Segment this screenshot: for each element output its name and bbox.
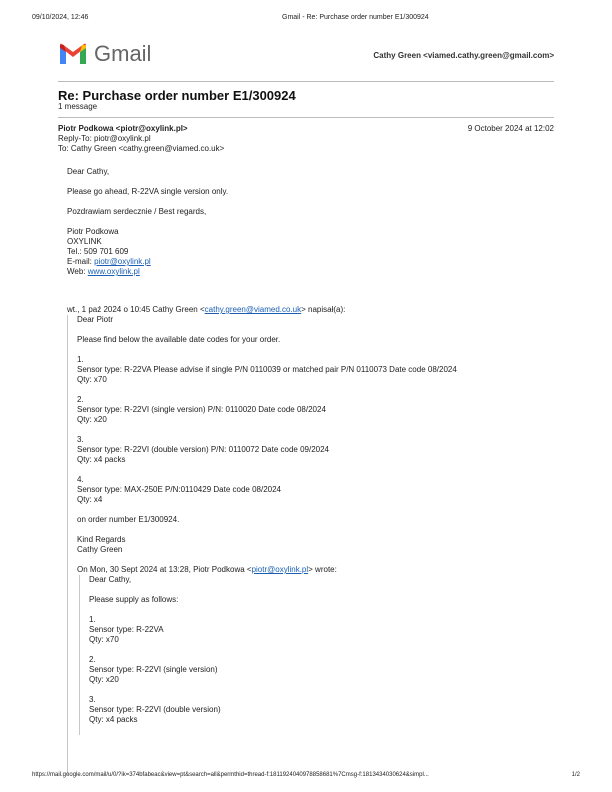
quote1-intro xyxy=(67,305,567,315)
message-body xyxy=(67,167,547,277)
quote2-item-sensor: Sensor type: R-22VI (double version) xyxy=(89,705,221,714)
quote1-item-num: 1. xyxy=(77,355,84,364)
header-divider xyxy=(58,81,554,82)
signature-email-line xyxy=(67,257,547,267)
quote2-intro xyxy=(77,565,577,575)
quote1-item-qty: Qty: x20 xyxy=(77,415,107,424)
quote2-line1: Please supply as follows: xyxy=(89,595,179,604)
signature-web-line xyxy=(67,267,547,277)
signature-email-link[interactable]: piotr@oxylink.pl xyxy=(94,257,151,266)
signature-web-link[interactable]: www.oxylink.pl xyxy=(87,267,140,276)
quote1-greeting: Dear Piotr xyxy=(77,315,114,324)
signature-name: Piotr Podkowa xyxy=(67,227,119,236)
message-from: Piotr Podkowa <piotr@oxylink.pl> xyxy=(58,124,188,133)
signature-email-label: E-mail: xyxy=(67,257,95,266)
quote1-item-sensor: Sensor type: R-22VA Please advise if single P/N 0110039 or matched pair P/N 0110073 Date code 08/2024 xyxy=(77,365,457,374)
page-number: 1/2 xyxy=(571,772,580,778)
account-email: Cathy Green <viamed.cathy.green@gmail.com> xyxy=(373,51,554,60)
signature-tel: Tel.: 509 701 609 xyxy=(67,247,129,256)
quote1-intro-post: > napisał(a): xyxy=(301,305,346,314)
message-reply-to: Reply-To: piotr@oxylink.pl xyxy=(58,134,151,143)
quote1-item-qty: Qty: x4 xyxy=(77,495,103,504)
quote1-item-qty: Qty: x70 xyxy=(77,375,107,384)
message-count: 1 message xyxy=(58,102,98,111)
quote2-item-num: 3. xyxy=(89,695,96,704)
body-greeting: Dear Cathy, xyxy=(67,167,110,176)
signature-company: OXYLINK xyxy=(67,237,102,246)
quote1-line1: Please find below the available date codes for your order. xyxy=(77,335,281,344)
thread-subject: Re: Purchase order number E1/300924 xyxy=(58,88,296,103)
quote1-intro-pre: wt., 1 paź 2024 o 10:45 Cathy Green < xyxy=(67,305,205,314)
quote1-order-line: on order number E1/300924. xyxy=(77,515,180,524)
print-timestamp: 09/10/2024, 12:46 xyxy=(32,14,89,21)
message-to: To: Cathy Green <cathy.green@viamed.co.uk> xyxy=(58,144,225,153)
quote1-kind-regards: Kind Regards xyxy=(77,535,126,544)
gmail-wordmark: Gmail xyxy=(94,41,152,66)
quote1-email-link[interactable]: cathy.green@viamed.co.uk xyxy=(204,305,302,314)
footer-url: https://mail.google.com/mail/u/0/?ik=374bfabeac&view=pt&search=all&permthid=thread-f:1811924040978858681%7Cmsg-f:1813434030624&simpl... xyxy=(32,772,429,778)
quote2-intro-post: > wrote: xyxy=(308,565,337,574)
quote2-block xyxy=(79,575,577,735)
gmail-envelope-icon xyxy=(58,43,88,65)
quote1-item-sensor: Sensor type: MAX-250E P/N:0110429 Date code 08/2024 xyxy=(77,485,281,494)
body-regards: Pozdrawiam serdecznie / Best regards, xyxy=(67,207,207,216)
quote1-item-num: 4. xyxy=(77,475,84,484)
quote2-item-qty: Qty: x4 packs xyxy=(89,715,138,724)
quote2-intro-pre: On Mon, 30 Sept 2024 at 13:28, Piotr Podkowa < xyxy=(77,565,252,574)
quote1-item-sensor: Sensor type: R-22VI (double version) P/N: 0110072 Date code 09/2024 xyxy=(77,445,330,454)
quote2-item-qty: Qty: x70 xyxy=(89,635,119,644)
quote2-item-num: 2. xyxy=(89,655,96,664)
quote2-item-sensor: Sensor type: R-22VA xyxy=(89,625,164,634)
quote1-name: Cathy Green xyxy=(77,545,123,554)
subject-divider xyxy=(58,117,554,118)
signature-web-label: Web: xyxy=(67,267,88,276)
print-header xyxy=(32,13,580,23)
quote1-item-qty: Qty: x4 packs xyxy=(77,455,126,464)
message-date: 9 October 2024 at 12:02 xyxy=(467,124,554,133)
quote2-email-link[interactable]: piotr@oxylink.pl xyxy=(251,565,309,574)
quote1-item-num: 2. xyxy=(77,395,84,404)
quote1-item-sensor: Sensor type: R-22VI (single version) P/N: 0110020 Date code 08/2024 xyxy=(77,405,326,414)
quote2-greeting: Dear Cathy, xyxy=(89,575,132,584)
quote1-item-num: 3. xyxy=(77,435,84,444)
body-line1: Please go ahead, R-22VA single version only. xyxy=(67,187,229,196)
quote2-item-sensor: Sensor type: R-22VI (single version) xyxy=(89,665,218,674)
print-title: Gmail - Re: Purchase order number E1/300924 xyxy=(282,14,429,21)
quote1-block xyxy=(67,315,577,775)
quote2-item-num: 1. xyxy=(89,615,96,624)
quote2-item-qty: Qty: x20 xyxy=(89,675,119,684)
